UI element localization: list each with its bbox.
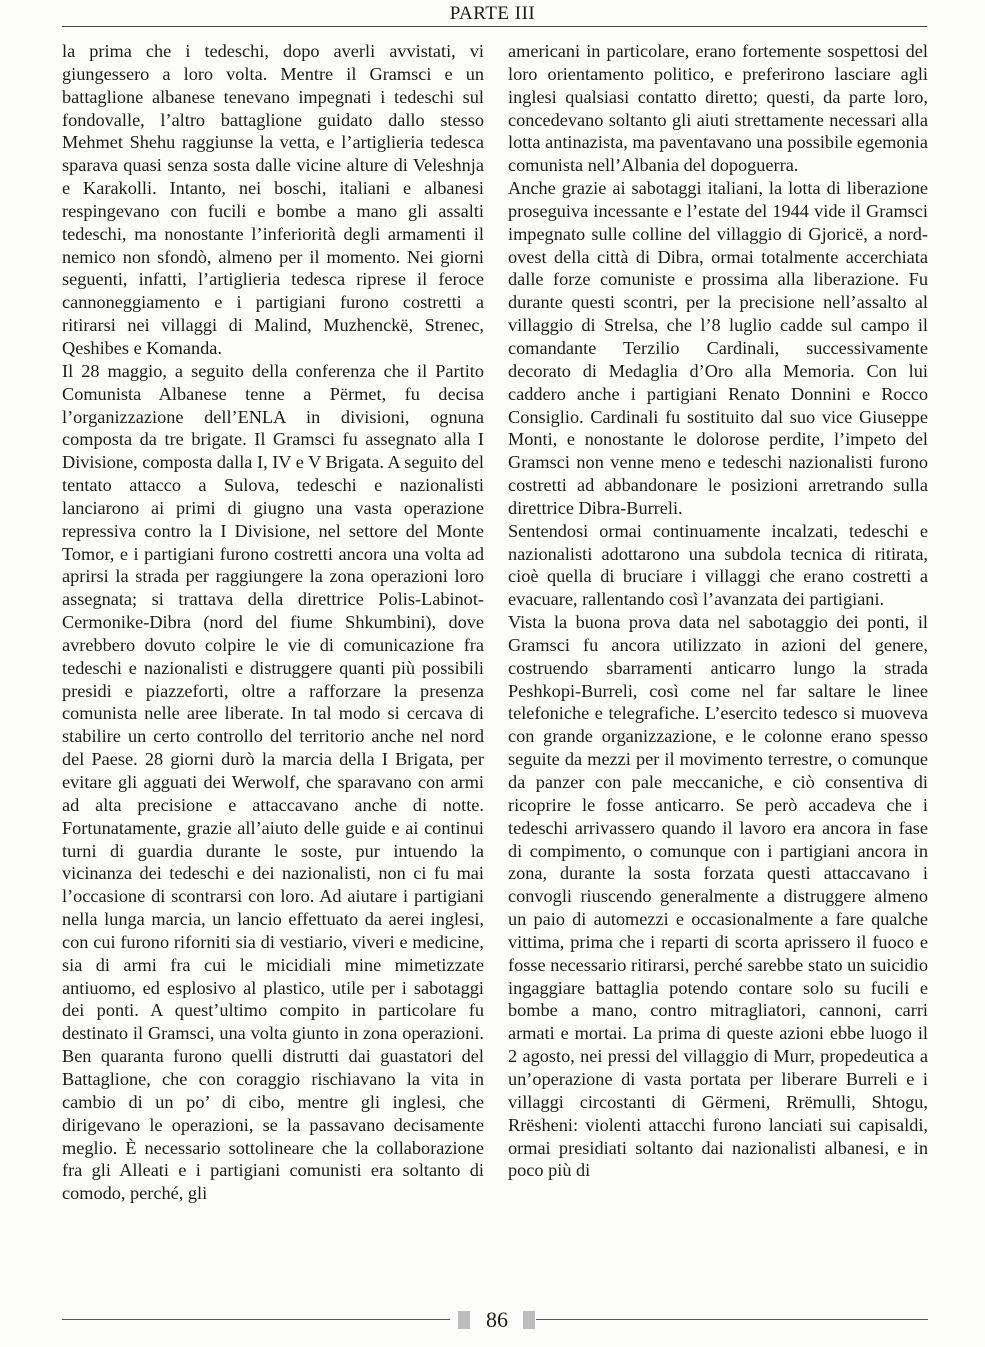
- right-paragraph-4: Vista la buona prova data nel sabotaggio dei ponti, il Gramsci fu ancora utilizzato in azioni del genere, costruendo sbarramenti anticarro lungo la strada Peshkopi-Burreli, così come nel far saltare le linee telefoniche e telegrafiche. L’esercito tedesco si muoveva con grande organizzazione, e le colonne erano spesso seguite da mezzi per il movimento terrestre, o comunque da panzer con pale meccaniche, e ciò consentiva di ricoprire le fosse anticarro. Se però accadeva che i tedeschi arrivassero quando il lavoro era ancora in fase di compimento, o comunque con i partigiani ancora in zona, durante la sosta forzata questi attaccavano i convogli riuscendo generalmente a distruggere almeno un paio di automezzi e occasionalmente a fare qualche vittima, prima che i reparti di scorta aprissero il fuoco e fosse necessario ritirarsi, perché sarebbe stato un suicidio ingaggiare battaglia potendo contare solo su fucili e bombe a mano, contro mitragliatori, cannoni, carri armati e mortai. La prima di queste azioni ebbe luogo il 2 agosto, nei pressi del villaggio di Murr, propedeutica a un’operazione di vasta portata per liberare Burreli e i villaggi circostanti di Gërmeni, Rrëmulli, Shtogu, Rrësheni: violenti attacchi furono lanciati sui capisaldi, ormai presidiati soltanto dai nazionalisti albanesi, e in poco più di: [508, 612, 928, 1181]
- right-paragraph-1: americani in particolare, erano fortemente sospettosi del loro orientamento politico, e preferirono lasciare agli inglesi qualsiasi contatto diretto; questi, da parte loro, concedevano soltanto gli aiuti strettamente necessari alla lotta antinazista, ma paventavano una possibile egemonia comunista nell’Albania del dopoguerra.: [508, 41, 928, 176]
- left-paragraph-2: Il 28 maggio, a seguito della conferenza che il Partito Comunista Albanese tenne a Përmet, fu decisa l’organizzazione dell’ENLA in divisioni, ognuna composta da tre brigate. Il Gramsci fu assegnato alla I Divisione, composta dalla I, IV e V Brigata. A seguito del tentato attacco a Sulova, tedeschi e nazionalisti lanciarono ai primi di giugno una vasta operazione repressiva contro la I Divisione, nel settore del Monte Tomor, e i partigiani furono costretti ancora una volta ad aprirsi la strada per raggiungere la zona operazioni loro assegnata; si trattava della direttrice Polis-Labinot-Cermonike-Dibra (nord del fiume Shkumbini), dove avrebbero dovuto colpire le vie di comunicazione fra tedeschi e nazionalisti e distruggere quanti più possibili presidi e piazzeforti, oltre a rafforzare la presenza comunista nelle aree liberate. In tal modo si cercava di stabilire un certo controllo del territorio anche nel nord del Paese. 28 giorni durò la marcia della I Brigata, per evitare gli agguati dei Werwolf, che sparavano con armi ad alta precisione e attaccavano anche di notte. Fortunatamente, grazie all’aiuto delle guide e ai continui turni di guardia durante le soste, pur intuendo la vicinanza dei tedeschi e dei nazionalisti, non ci fu mai l’occasione di scontrarsi con loro. Ad aiutare i partigiani nella lunga marcia, un lancio effettuato da aerei inglesi, con cui furono riforniti sia di vestiario, viveri e medicine, sia di armi fra cui le micidiali mine mimetizzate antiuomo, ed esplosivo al plastico, utile per i sabotaggi dei ponti. A quest’ultimo compito in particolare fu destinato il Gramsci, una volta giunto in zona operazioni. Ben quaranta furono quelli distrutti dai guastatori del Battaglione, che con coraggio rischiavano la vita in cambio di un po’ di cibo, mentre gli inglesi, che dirigevano le operazioni, se la passavano decisamente meglio. È necessario sottolineare che la collaborazione fra gli Alleati e i partigiani comunisti era soltanto di comodo, perché, gli: [62, 360, 484, 1204]
- right-paragraph-2: Anche grazie ai sabotaggi italiani, la lotta di liberazione proseguiva incessante e l’estate del 1944 vide il Gramsci impegnato sulle colline del villaggio di Gjoricë, a nord-ovest della città di Dibra, ormai totalmente accerchiata dalle forze comuniste e prossima alla liberazione. Fu durante questi scontri, per la precisione nell’assalto al villaggio di Strelsa, che l’8 luglio cadde sul campo il comandante Terzilio Cardinali, successivamente decorato di Medaglia d’Oro alla Memoria. Con lui caddero anche i partigiani Renato Donnini e Rocco Consiglio. Cardinali fu sostituito dal suo vice Giuseppe Monti, e nonostante le dolorose perdite, l’impeto del Gramsci non venne meno e tedeschi nazionalisti furono costretti ad abbandonare le posizioni arretrando sulla direttrice Dibra-Burreli.: [508, 178, 928, 518]
- left-column: [62, 40, 484, 1290]
- right-column: [508, 40, 928, 1290]
- section-title: PARTE III: [449, 3, 536, 24]
- footer-rule-right: [536, 1319, 928, 1320]
- left-paragraph-1: la prima che i tedeschi, dopo averli avvistati, vi giungessero a loro volta. Mentre il Gramsci e un battaglione albanese tenevano impegnati i tedeschi sul fondovalle, l’altro battaglione guidato dallo stesso Mehmet Shehu raggiunse la vetta, e l’artiglieria tedesca sparava quasi senza sosta dalle vicine alture di Veleshnja e Karakolli. Intanto, nei boschi, italiani e albanesi respingevano con fucili e bombe a mano gli assalti tedeschi, ma nonostante l’inferiorità degli armamenti il nemico non sfondò, almeno per il momento. Nei giorni seguenti, infatti, l’artiglieria tedesca riprese il feroce cannoneggiamento e i partigiani furono costretti a ritirarsi nei villaggi di Malind, Muzhenckë, Strenec, Qeshibes e Komanda.: [62, 41, 484, 358]
- header-rule: [62, 26, 927, 27]
- footer-ornament-left: [458, 1311, 470, 1329]
- page-number: 86: [486, 1307, 508, 1332]
- footer-ornament-right: [523, 1311, 535, 1329]
- footer-rule-left: [62, 1319, 450, 1320]
- page-footer: [62, 1305, 928, 1335]
- right-paragraph-3: Sentendosi ormai continuamente incalzati, tedeschi e nazionalisti adottarono una subdola tecnica di ritirata, cioè quella di bruciare i villaggi che erano costretti a evacuare, rallentando così l’avanzata dei partigiani.: [508, 520, 928, 610]
